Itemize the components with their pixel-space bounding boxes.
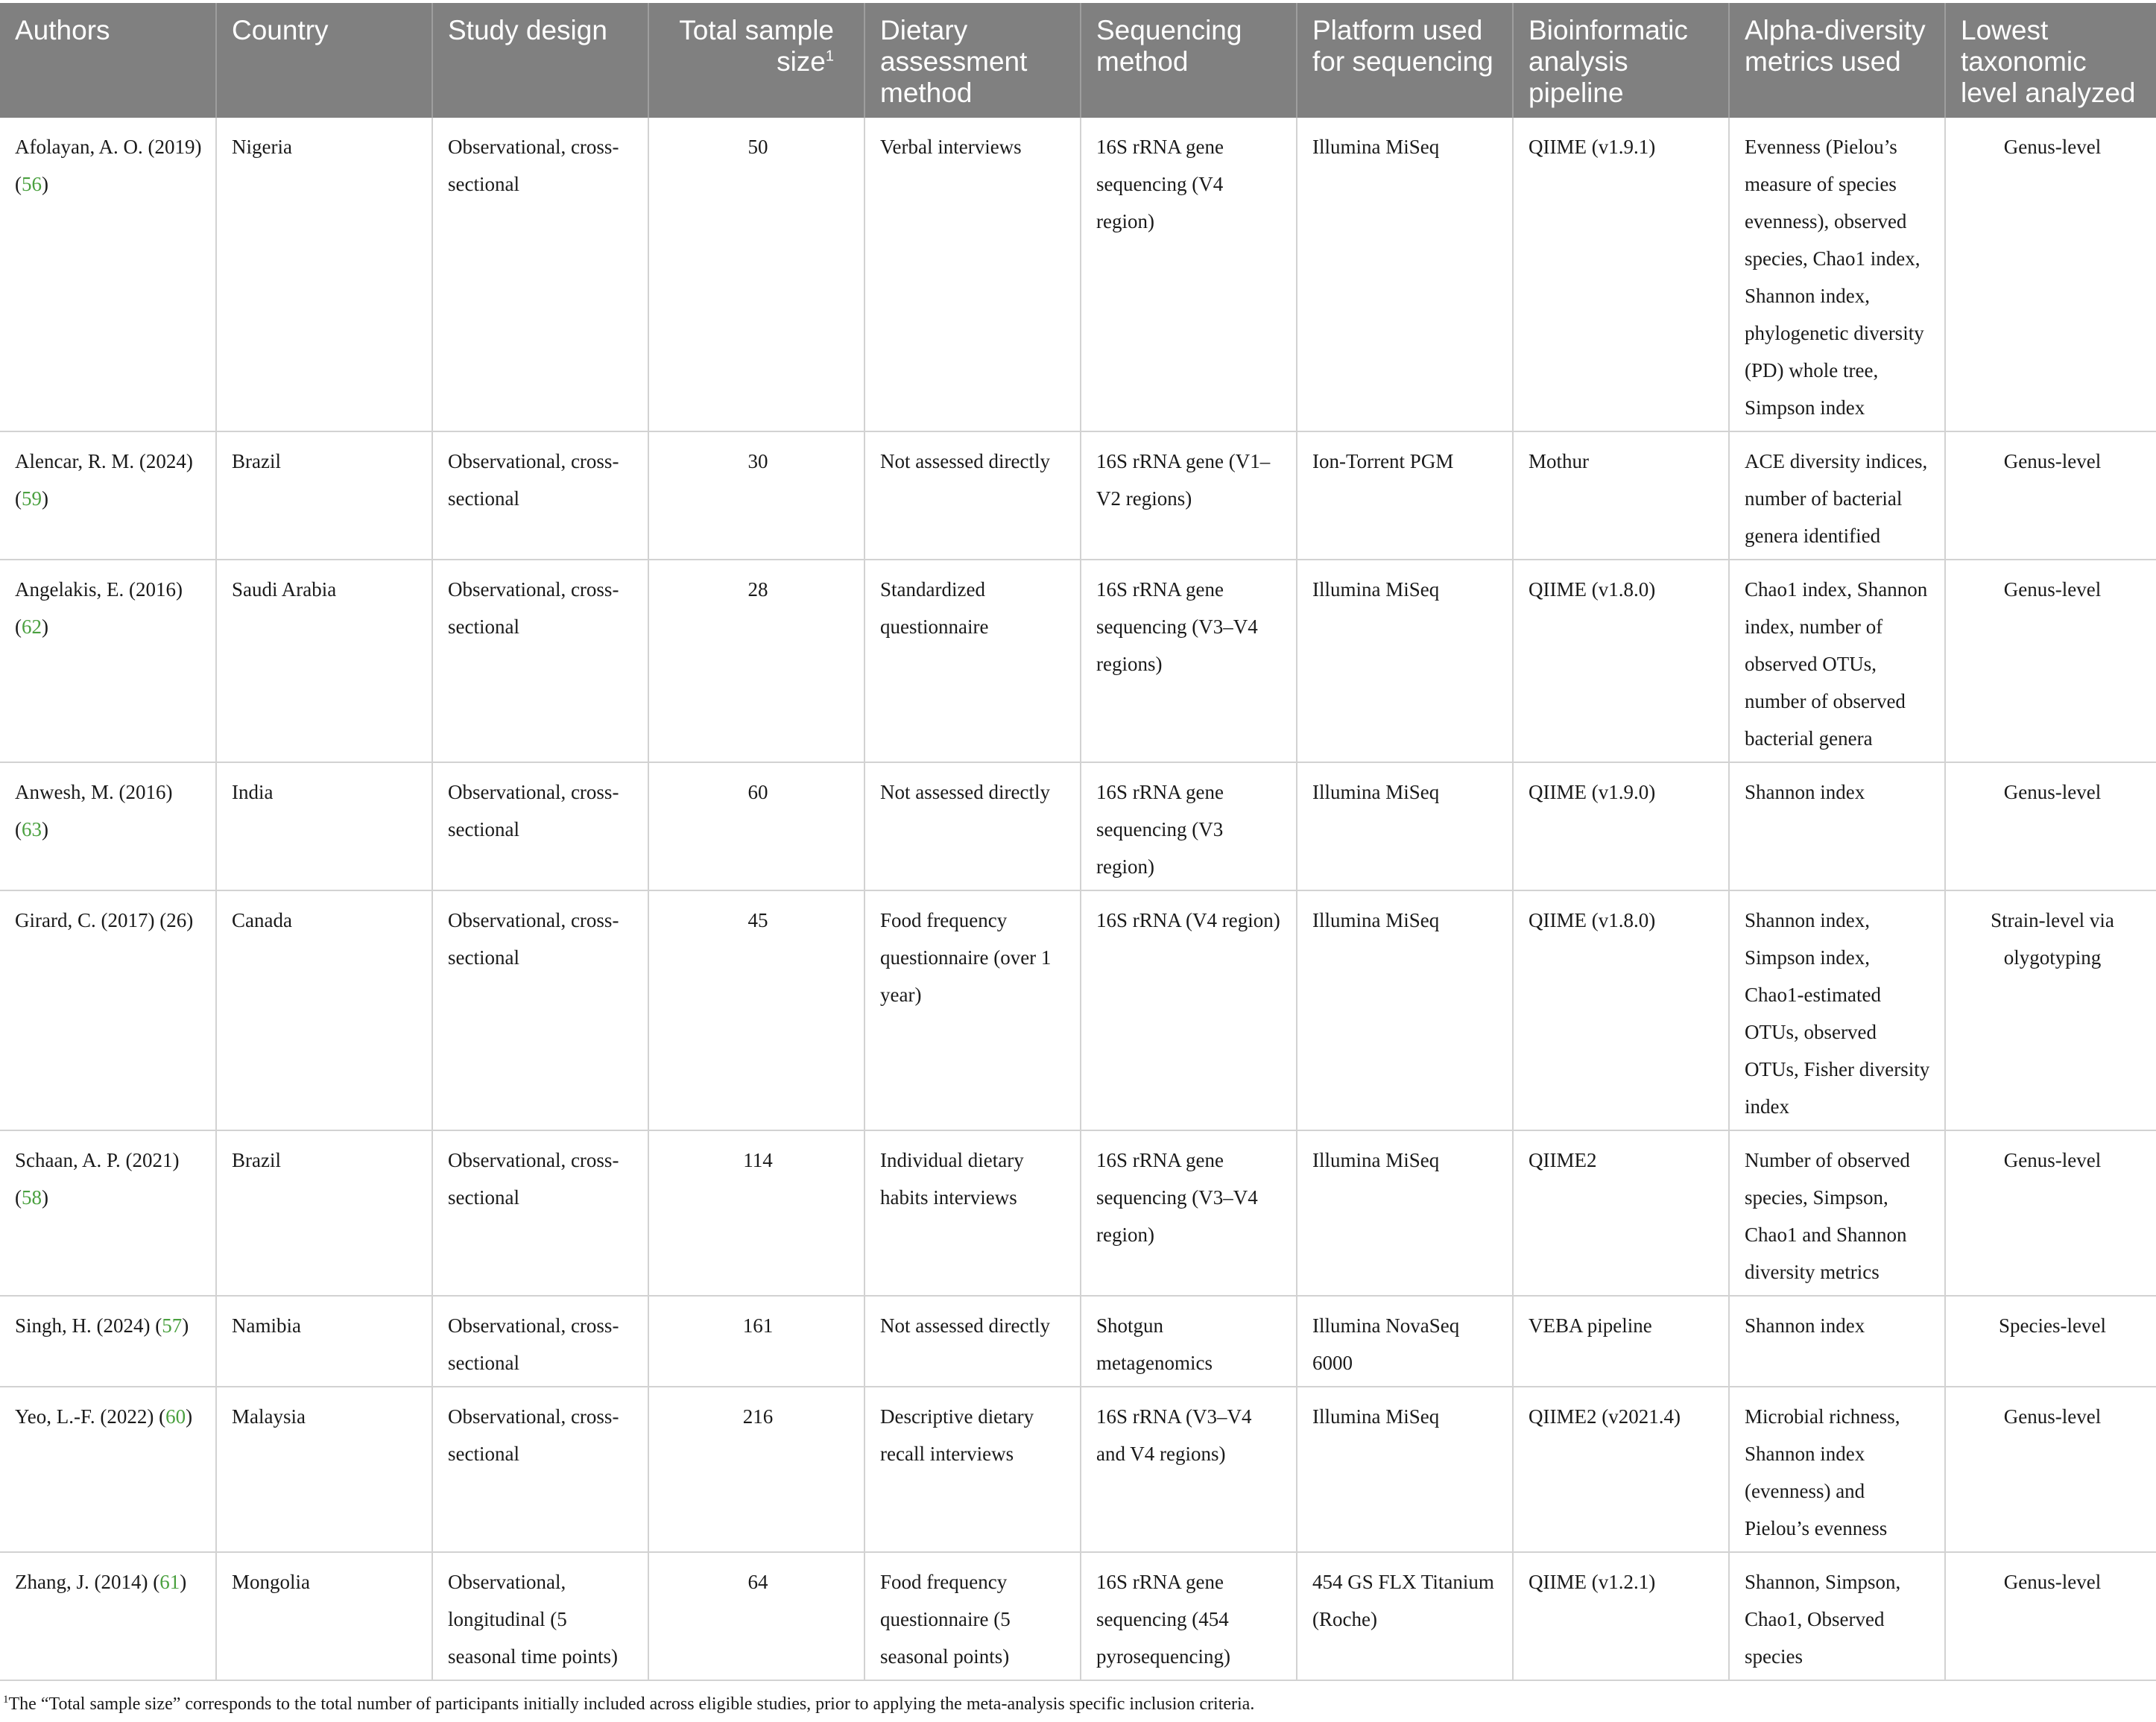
header-study-design: Study design [432, 3, 648, 118]
author-name: Yeo, L.-F. (2022) [15, 1405, 154, 1428]
cell-sequencing-method: 16S rRNA (V4 region) [1081, 890, 1297, 1130]
cell-sample-size: 114 [648, 1130, 864, 1296]
reference-link[interactable]: 60 [165, 1405, 186, 1428]
header-alpha-diversity: Alpha-diversity metrics used [1729, 3, 1945, 118]
cell-alpha-metrics: Chao1 index, Shannon index, number of observed OTUs, number of observed bacterial genera [1729, 560, 1945, 762]
reference-link[interactable]: 63 [22, 818, 42, 841]
cell-sample-size: 28 [648, 560, 864, 762]
cell-sample-size: 60 [648, 762, 864, 890]
cell-sequencing-method: 16S rRNA (V3–V4 and V4 regions) [1081, 1387, 1297, 1552]
cell-dietary-method: Standardized questionnaire [864, 560, 1081, 762]
cell-sequencing-method: 16S rRNA gene sequencing (V3–V4 regions) [1081, 560, 1297, 762]
table-row [0, 560, 2156, 762]
cell-country: Namibia [216, 1296, 432, 1387]
cell-platform: Illumina MiSeq [1297, 118, 1513, 431]
cell-dietary-method: Individual dietary habits interviews [864, 1130, 1081, 1296]
cell-dietary-method: Food frequency questionnaire (5 seasonal points) [864, 1552, 1081, 1680]
cell-platform: Ion-Torrent PGM [1297, 431, 1513, 560]
cell-author: Alencar, R. M. (2024) (59) [0, 431, 216, 560]
footnote-text: The “Total sample size” corresponds to the total number of participants initially included across eligible studies, prior to applying the meta-analysis specific inclusion criteria. [8, 1694, 1255, 1714]
cell-platform: Illumina MiSeq [1297, 762, 1513, 890]
cell-sequencing-method: 16S rRNA gene sequencing (454 pyrosequencing) [1081, 1552, 1297, 1680]
reference-link[interactable]: 58 [22, 1186, 42, 1209]
table-row [0, 1387, 2156, 1552]
cell-author: Girard, C. (2017) (26) [0, 890, 216, 1130]
cell-author: Yeo, L.-F. (2022) (60) [0, 1387, 216, 1552]
header-platform: Platform used for sequencing [1297, 3, 1513, 118]
studies-table [0, 3, 2156, 1681]
author-name: Angelakis, E. (2016) [15, 578, 183, 601]
author-name: Afolayan, A. O. (2019) [15, 136, 202, 158]
reference-link[interactable]: 61 [159, 1571, 180, 1593]
cell-pipeline: QIIME (v1.8.0) [1513, 560, 1729, 762]
author-name: Schaan, A. P. (2021) [15, 1149, 180, 1171]
cell-dietary-method: Verbal interviews [864, 118, 1081, 431]
cell-platform: Illumina MiSeq [1297, 1130, 1513, 1296]
author-name: Alencar, R. M. (2024) [15, 450, 193, 472]
cell-pipeline: QIIME2 [1513, 1130, 1729, 1296]
cell-dietary-method: Not assessed directly [864, 431, 1081, 560]
author-name: Anwesh, M. (2016) [15, 781, 173, 803]
header-dietary-assessment: Dietary assessment method [864, 3, 1081, 118]
cell-alpha-metrics: Number of observed species, Simpson, Chao1 and Shannon diversity metrics [1729, 1130, 1945, 1296]
cell-taxonomic-level: Genus-level [1945, 431, 2156, 560]
cell-alpha-metrics: Shannon index, Simpson index, Chao1-estimated OTUs, observed OTUs, Fisher diversity index [1729, 890, 1945, 1130]
header-taxonomic-level: Lowest taxonomic level analyzed [1945, 3, 2156, 118]
cell-dietary-method: Not assessed directly [864, 1296, 1081, 1387]
cell-alpha-metrics: Evenness (Pielou’s measure of species evenness), observed species, Chao1 index, Shannon index, phylogenetic diversity (PD) whole tree, Simpson index [1729, 118, 1945, 431]
reference-link[interactable]: 57 [162, 1314, 183, 1337]
cell-author: Zhang, J. (2014) (61) [0, 1552, 216, 1680]
header-total-sample-size [648, 3, 864, 118]
table-row [0, 762, 2156, 890]
table-row [0, 1552, 2156, 1680]
cell-country: Brazil [216, 431, 432, 560]
cell-country: Nigeria [216, 118, 432, 431]
cell-pipeline: QIIME (v1.8.0) [1513, 890, 1729, 1130]
cell-alpha-metrics: Shannon index [1729, 1296, 1945, 1387]
cell-sequencing-method: 16S rRNA gene sequencing (V3 region) [1081, 762, 1297, 890]
cell-sequencing-method: 16S rRNA gene sequencing (V3–V4 region) [1081, 1130, 1297, 1296]
header-authors: Authors [0, 3, 216, 118]
cell-pipeline: VEBA pipeline [1513, 1296, 1729, 1387]
reference-link: 26 [166, 909, 187, 931]
table-footnote [3, 1693, 1254, 1715]
cell-alpha-metrics: ACE diversity indices, number of bacterial genera identified [1729, 431, 1945, 560]
cell-study-design: Observational, cross-sectional [432, 1130, 648, 1296]
cell-sequencing-method: 16S rRNA gene sequencing (V4 region) [1081, 118, 1297, 431]
cell-platform: Illumina NovaSeq 6000 [1297, 1296, 1513, 1387]
cell-taxonomic-level: Strain-level via olygotyping [1945, 890, 2156, 1130]
cell-study-design: Observational, cross-sectional [432, 118, 648, 431]
table-row [0, 1130, 2156, 1296]
cell-study-design: Observational, longitudinal (5 seasonal time points) [432, 1552, 648, 1680]
cell-alpha-metrics: Microbial richness, Shannon index (evenness) and Pielou’s evenness [1729, 1387, 1945, 1552]
footnote-marker: 1 [825, 48, 834, 65]
reference-link[interactable]: 62 [22, 615, 42, 638]
header-country: Country [216, 3, 432, 118]
cell-taxonomic-level: Genus-level [1945, 118, 2156, 431]
cell-platform: Illumina MiSeq [1297, 560, 1513, 762]
reference-link[interactable]: 56 [22, 173, 42, 195]
cell-taxonomic-level: Genus-level [1945, 1387, 2156, 1552]
cell-sequencing-method: 16S rRNA gene (V1–V2 regions) [1081, 431, 1297, 560]
cell-study-design: Observational, cross-sectional [432, 1387, 648, 1552]
cell-taxonomic-level: Genus-level [1945, 560, 2156, 762]
cell-sample-size: 64 [648, 1552, 864, 1680]
author-name: Girard, C. (2017) [15, 909, 155, 931]
cell-study-design: Observational, cross-sectional [432, 560, 648, 762]
cell-dietary-method: Not assessed directly [864, 762, 1081, 890]
cell-sample-size: 50 [648, 118, 864, 431]
author-name: Singh, H. (2024) [15, 1314, 151, 1337]
cell-author: Anwesh, M. (2016) (63) [0, 762, 216, 890]
cell-pipeline: Mothur [1513, 431, 1729, 560]
cell-pipeline: QIIME (v1.9.0) [1513, 762, 1729, 890]
cell-platform: Illumina MiSeq [1297, 890, 1513, 1130]
table-row [0, 1296, 2156, 1387]
header-pipeline: Bioinformatic analysis pipeline [1513, 3, 1729, 118]
table-row [0, 890, 2156, 1130]
cell-alpha-metrics: Shannon index [1729, 762, 1945, 890]
cell-study-design: Observational, cross-sectional [432, 762, 648, 890]
cell-sample-size: 161 [648, 1296, 864, 1387]
header-sequencing-method: Sequencing method [1081, 3, 1297, 118]
cell-author: Angelakis, E. (2016) (62) [0, 560, 216, 762]
cell-pipeline: QIIME2 (v2021.4) [1513, 1387, 1729, 1552]
cell-author: Afolayan, A. O. (2019) (56) [0, 118, 216, 431]
cell-platform: Illumina MiSeq [1297, 1387, 1513, 1552]
cell-pipeline: QIIME (v1.9.1) [1513, 118, 1729, 431]
author-name: Zhang, J. (2014) [15, 1571, 148, 1593]
cell-taxonomic-level: Genus-level [1945, 762, 2156, 890]
header-row [0, 3, 2156, 118]
table-row [0, 118, 2156, 431]
cell-sample-size: 45 [648, 890, 864, 1130]
cell-country: India [216, 762, 432, 890]
cell-country: Canada [216, 890, 432, 1130]
cell-taxonomic-level: Genus-level [1945, 1552, 2156, 1680]
cell-study-design: Observational, cross-sectional [432, 431, 648, 560]
table-row [0, 431, 2156, 560]
cell-dietary-method: Food frequency questionnaire (over 1 year) [864, 890, 1081, 1130]
cell-sequencing-method: Shotgun metagenomics [1081, 1296, 1297, 1387]
cell-sample-size: 30 [648, 431, 864, 560]
header-sample-label: Total sample size [679, 15, 834, 77]
cell-pipeline: QIIME (v1.2.1) [1513, 1552, 1729, 1680]
cell-sample-size: 216 [648, 1387, 864, 1552]
cell-country: Mongolia [216, 1552, 432, 1680]
cell-platform: 454 GS FLX Titanium (Roche) [1297, 1552, 1513, 1680]
cell-country: Saudi Arabia [216, 560, 432, 762]
cell-taxonomic-level: Species-level [1945, 1296, 2156, 1387]
cell-alpha-metrics: Shannon, Simpson, Chao1, Observed species [1729, 1552, 1945, 1680]
footnote-mark: 1 [3, 1694, 9, 1706]
reference-link[interactable]: 59 [22, 487, 42, 510]
cell-author: Singh, H. (2024) (57) [0, 1296, 216, 1387]
cell-taxonomic-level: Genus-level [1945, 1130, 2156, 1296]
cell-author: Schaan, A. P. (2021) (58) [0, 1130, 216, 1296]
cell-country: Brazil [216, 1130, 432, 1296]
cell-country: Malaysia [216, 1387, 432, 1552]
cell-study-design: Observational, cross-sectional [432, 890, 648, 1130]
cell-dietary-method: Descriptive dietary recall interviews [864, 1387, 1081, 1552]
cell-study-design: Observational, cross-sectional [432, 1296, 648, 1387]
